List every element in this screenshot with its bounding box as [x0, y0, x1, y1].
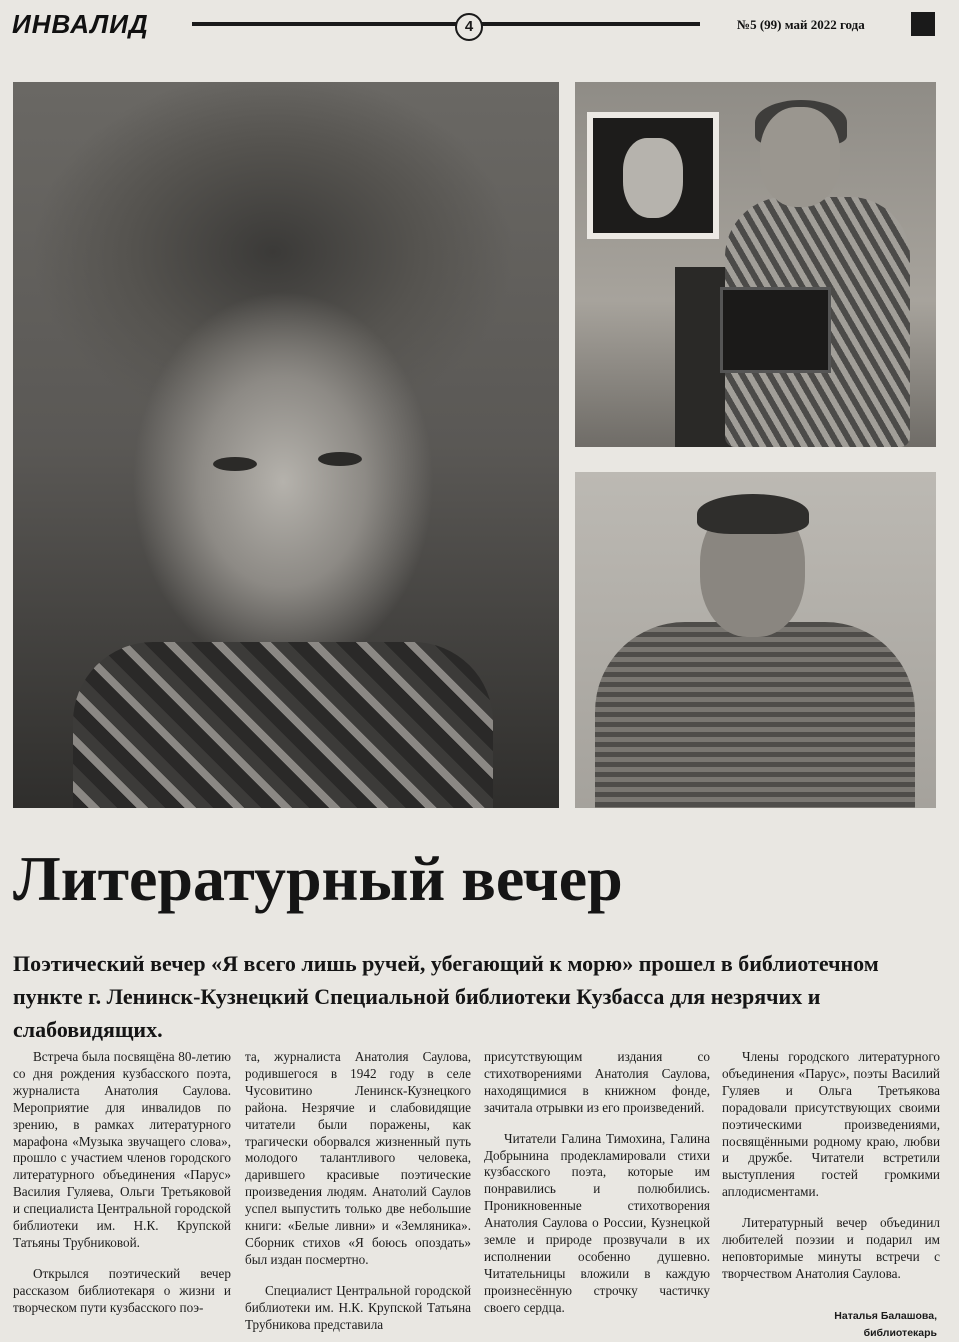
speaker-vest	[595, 622, 915, 808]
byline-role: библиотекарь	[863, 1327, 937, 1339]
portrait-eye	[318, 452, 362, 466]
reader-book	[720, 287, 831, 373]
paragraph: Литературный вечер объединил любителей поэзии и подарил им неповторимые минуты встречи с творчеством Анатолия Саулова.	[722, 1215, 940, 1281]
newspaper-logo: ИНВАЛИД	[12, 9, 149, 39]
reader-photo	[575, 82, 936, 447]
article-column-4	[722, 1049, 940, 1283]
article-lead: Поэтический вечер «Я всего лишь ручей, убегающий к морю» прошел в библиотечном пункте г. Ленинск-Кузнецкий Специальной библиотеки Кузбасса для незрячих и слабовидящих.	[13, 951, 879, 1042]
tv-portrait	[623, 138, 683, 218]
portrait-photo	[13, 82, 559, 808]
paragraph: Открылся поэтический вечер рассказом библиотекаря о жизни и творческом пути кузбасского поэ-	[13, 1265, 231, 1315]
article-column-2	[245, 1049, 471, 1334]
speaker-hair	[697, 494, 809, 534]
paragraph: Члены городского литературного объединения «Парус», поэты Василий Гуляев и Ольга Третьякова порадовали присутствующих своими поэтическими произведениями, посвящёнными родному краю, любви и дружбе. Читатели встретили выступления гостей громкими аплодисментами.	[722, 1049, 940, 1200]
paragraph: Читатели Галина Тимохина, Галина Добрынина продекламировали стихи кузбасского поэта, которые им понравились и полюбились. Проникновенные стихотворения Анатолия Саулова о России, Кузнецкой земле и природе прозвучали в их исполнении особенно душевно. Читательницы вложили в каждую произнесённую строчку частичку своего сердца.	[484, 1130, 710, 1315]
paragraph: Специалист Центральной городской библиотеки им. Н.К. Крупской Татьяна Трубникова представила	[245, 1282, 471, 1332]
page-number: 4	[455, 13, 483, 41]
article-column-3	[484, 1049, 710, 1317]
corner-square	[911, 12, 935, 36]
byline-name: Наталья Балашова,	[834, 1310, 937, 1322]
tv-screen	[587, 112, 719, 239]
paragraph: Встреча была посвящёна 80-летию со дня рождения кузбасского поэта, журналиста Анатолия Саулова. Мероприятие для инвалидов по зрению, в рамках литературного марафона «Музыка звучащего слова», прошло с участием членов городского литературного объединения «Парус» Василия Гуляева, Ольги Третьяковой и специалиста Центральной городской библиотеки им. Н.К. Крупской Татьяны Трубниковой.	[13, 1049, 231, 1250]
issue-date: №5 (99) май 2022 года	[737, 17, 865, 32]
portrait-eye	[213, 457, 257, 471]
masthead	[0, 0, 959, 42]
article-column-1	[13, 1049, 231, 1317]
paragraph: присутствующим издания со стихотворениями Анатолия Саулова, находящимися в книжном фонде, зачитала отрывки из его произведений.	[484, 1049, 710, 1115]
paragraph: та, журналиста Анатолия Саулова, родившегося в 1942 году в селе Чусовитино Ленинск-Кузнецкого района. Незрячие и слабовидящие читатели были поражены, как трагически оборвался жизненный путь молодого талантливого человека, дарившего красивые поэтические произведения людям. Анатолий Саулов успел выпустить только две небольшие книги: «Белые ливни» и «Земляника». Сборник стихов «Я боюсь опоздать» был издан посмертно.	[245, 1049, 471, 1267]
masthead-rule	[192, 22, 700, 26]
portrait-shirt	[73, 642, 493, 808]
article-headline: Литературный вечер	[13, 843, 623, 914]
speaker-photo	[575, 472, 936, 808]
reader-head	[760, 107, 840, 207]
